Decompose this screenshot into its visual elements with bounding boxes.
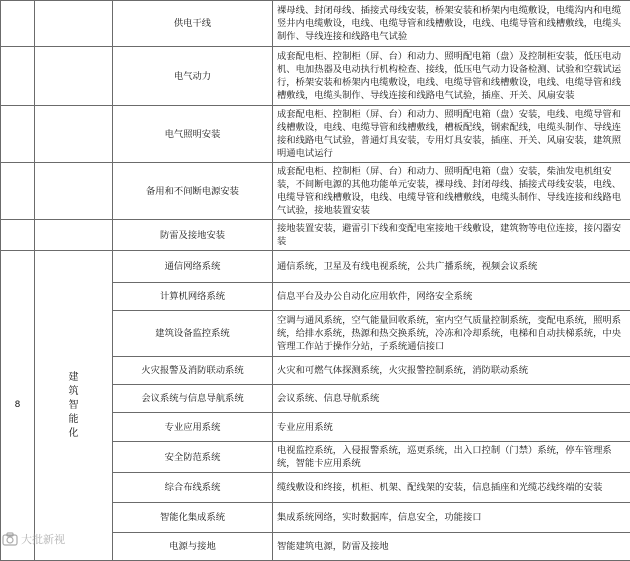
table-row <box>1 220 630 251</box>
section-number-cell <box>1 106 35 163</box>
watermark-text: 大批新视 <box>21 531 65 547</box>
camera-icon <box>2 532 18 546</box>
subsection-content: 成套配电柜、控制柜（屏、台）和动力、照明配电箱（盘）安装，柴油发电机组安装，不间断电源的其他功能单元安装，裸母线、封闭母线、插接式母线安装，电线、电缆导管和线槽敷设，电线、电缆导管和线槽敷线，电缆头制作、导线连接和线路电气试验，接地装置安装 <box>273 163 630 220</box>
category-cell <box>35 163 113 220</box>
subsection-content: 信息平台及办公自动化应用软件，网络安全系统 <box>273 283 630 311</box>
subsection-name: 电气照明安装 <box>113 106 273 163</box>
subsection-content: 专业应用系统 <box>273 413 630 442</box>
subsection-content: 通信系统，卫星及有线电视系统，公共广播系统，视频会议系统 <box>273 251 630 283</box>
subsection-name: 防雷及接地安装 <box>113 220 273 251</box>
subsection-content: 集成系统网络，实时数据库，信息安全，功能接口 <box>273 503 630 533</box>
subsection-content: 成套配电柜、控制柜（屏、台）和动力、照明配电箱（盘）安装，电线、电缆导管和线槽敷设，电线、电缆导管和线槽敷线，槽板配线，钢索配线，电缆头制作、导线连接和线路电气试验，普通灯具安装，专用灯具安装，插座、开关、风扇安装，建筑照明通电试运行 <box>273 106 630 163</box>
section-category-label: 建筑智能化 <box>67 371 80 441</box>
subsection-name: 供电干线 <box>113 1 273 47</box>
subsection-name: 电源与接地 <box>113 533 273 561</box>
category-cell <box>35 106 113 163</box>
subsection-name: 通信网络系统 <box>113 251 273 283</box>
section-category <box>35 251 113 561</box>
section-number-cell <box>1 220 35 251</box>
category-cell <box>35 47 113 106</box>
subsection-name: 火灾报警及消防联动系统 <box>113 357 273 385</box>
subsection-content: 裸母线、封闭母线、插接式母线安装，桥架安装和桥架内电缆敷设，电缆沟内和电缆竖井内电缆敷设，电线、电缆导管和线槽敷设，电线、电缆导管和线槽敷线，电缆头制作、导线连接和线路电气试验 <box>273 1 630 47</box>
subsection-name: 智能化集成系统 <box>113 503 273 533</box>
subsection-name: 计算机网络系统 <box>113 283 273 311</box>
subsection-content: 火灾和可燃气体探测系统，火灾报警控制系统，消防联动系统 <box>273 357 630 385</box>
watermark <box>2 528 65 550</box>
subsection-name: 建筑设备监控系统 <box>113 311 273 357</box>
subsection-name: 专业应用系统 <box>113 413 273 442</box>
subsection-name: 会议系统与信息导航系统 <box>113 385 273 413</box>
subsection-name: 安全防范系统 <box>113 442 273 473</box>
subsection-content: 成套配电柜、控制柜（屏、台）和动力、照明配电箱（盘）及控制柜安装，低压电动机、电加热器及电动执行机构检查、接线，低压电气动力设备检测、试验和空载试运行，桥架安装和桥架内电缆敷设，电线、电缆导管和线槽敷设，电线、电缆导管和线槽敷线，电缆头制作、导线连接和线路电气试验，插座、开关、风扇安装 <box>273 47 630 106</box>
subsection-name: 综合布线系统 <box>113 473 273 503</box>
table-row <box>1 47 630 106</box>
section-number-cell <box>1 47 35 106</box>
subsection-content: 接地装置安装，避雷引下线和变配电室接地干线敷设，建筑物等电位连接，接闪器安装 <box>273 220 630 251</box>
subsection-name: 备用和不间断电源安装 <box>113 163 273 220</box>
section-number-cell <box>1 1 35 47</box>
section-number-cell <box>1 163 35 220</box>
subsection-content: 智能建筑电源，防雷及接地 <box>273 533 630 561</box>
category-cell <box>35 220 113 251</box>
subsection-content: 电视监控系统，入侵报警系统，巡更系统，出入口控制（门禁）系统，停车管理系统，智能卡应用系统 <box>273 442 630 473</box>
table-row <box>1 163 630 220</box>
subsection-content: 空调与通风系统，空气能量回收系统，室内空气质量控制系统，变配电系统，照明系统，给排水系统，热源和热交换系统，冷冻和冷却系统，电梯和自动扶梯系统，中央管理工作站于操作分站，子系统通信接口 <box>273 311 630 357</box>
table-row <box>1 251 630 283</box>
table-row <box>1 106 630 163</box>
subsection-content: 缆线敷设和终接，机柜、机架、配线架的安装，信息插座和光缆芯线终端的安装 <box>273 473 630 503</box>
subsection-name: 电气动力 <box>113 47 273 106</box>
section-number: 8 <box>1 251 35 561</box>
subsection-content: 会议系统、信息导航系统 <box>273 385 630 413</box>
table-row <box>1 1 630 47</box>
category-cell <box>35 1 113 47</box>
